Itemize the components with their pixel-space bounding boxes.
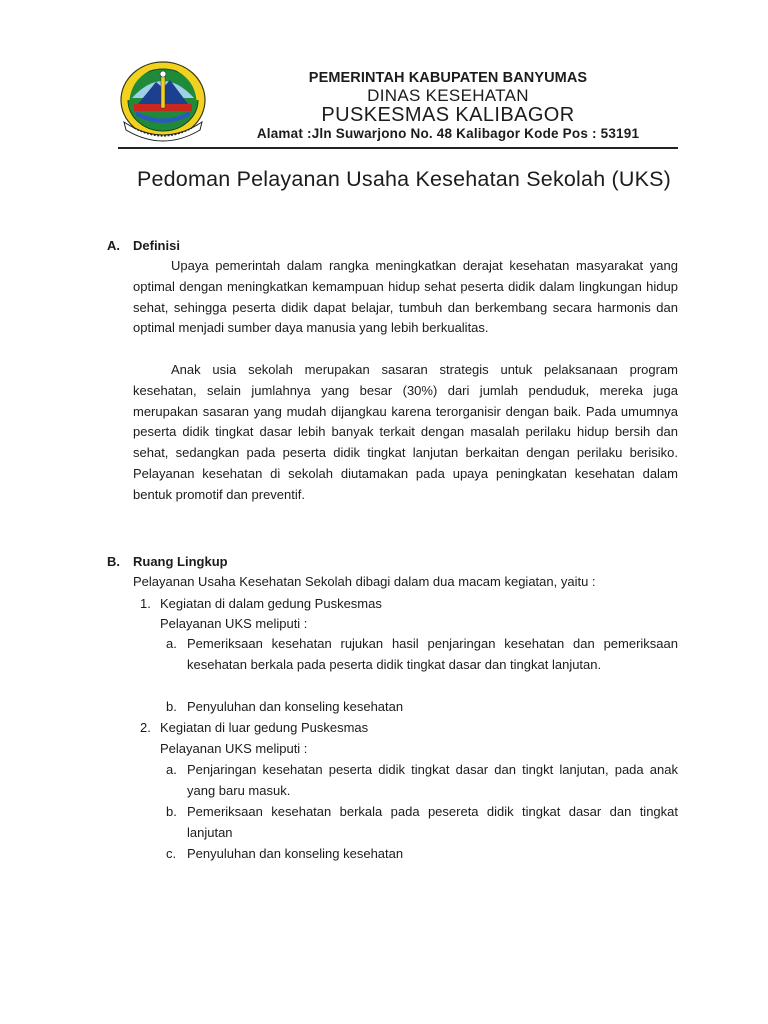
banyumas-emblem-logo (118, 60, 208, 144)
activity-2-subintro: Pelayanan UKS meliputi : (160, 741, 308, 756)
letterhead-government: PEMERINTAH KABUPATEN BANYUMAS (308, 70, 588, 86)
activity-2-item-a-letter: a. (166, 762, 177, 777)
document-title: Pedoman Pelayanan Usaha Kesehatan Sekolah (UKS) (136, 167, 672, 191)
activity-2-item-c-text: Penyuluhan dan konseling kesehatan (187, 846, 404, 861)
activity-2-item-c-letter: c. (166, 846, 177, 861)
activity-1-item-a-letter: a. (166, 636, 177, 651)
activity-1-item-b-letter: b. (166, 699, 177, 714)
section-b-heading: Ruang Lingkup (133, 554, 228, 569)
activity-2-item-a-text: Penjaringan kesehatan peserta didik tingkat dasar dan tingkt lanjutan, pada anak yang baru masuk. (187, 762, 678, 798)
section-b-letter: B. (107, 554, 120, 569)
section-a-paragraph-1: Upaya pemerintah dalam rangka meningkatkan derajat kesehatan masyarakat yang optimal dengan meningkatkan kemampuan hidup sehat peserta didik dalam lingkungan hidup sehat, sehingga peserta didik dapat belajar, tumbuh dan berkembang secara harmonis dan optimal menjadi sumber daya manusia yang lebih berkualitas. (133, 258, 678, 336)
activity-1-title: Kegiatan di dalam gedung Puskesmas (160, 596, 382, 611)
activity-1-item-a-text: Pemeriksaan kesehatan rujukan hasil penjaringan kesehatan dan pemeriksaan kesehatan berkala pada peserta didik tingkat dasar dan tingkat lanjutan. (187, 636, 678, 672)
activity-2-item-b-letter: b. (166, 804, 177, 819)
activity-2-title: Kegiatan di luar gedung Puskesmas (160, 720, 369, 735)
activity-1-item-b-text: Penyuluhan dan konseling kesehatan (187, 699, 404, 714)
activity-2-number: 2. (140, 720, 151, 735)
letterhead-address: Alamat :Jln Suwarjono No. 48 Kalibagor Kode Pos : 53191 (256, 126, 640, 141)
letterhead-divider (118, 147, 678, 149)
activity-1-subintro: Pelayanan UKS meliputi : (160, 616, 308, 631)
activity-1-number: 1. (140, 596, 151, 611)
letterhead-institution: PUSKESMAS KALIBAGOR (321, 104, 575, 126)
letterhead-department: DINAS KESEHATAN (367, 86, 529, 105)
section-a-paragraph-2: Anak usia sekolah merupakan sasaran strategis untuk pelaksanaan program kesehatan, selain jumlahnya yang besar (30%) dari jumlah penduduk, mereka juga merupakan sasaran yang mudah dijangkau karena terorganisir dengan baik. Pada umumnya peserta didik tingkat dasar lebih banyak terkait dengan masalah perilaku hidup bersih dan sehat, sedangkan pada peserta didik tingkat lanjutan berkaitan dengan perilaku berisiko. Pelayanan kesehatan di sekolah diutamakan pada upaya peningkatan kesehatan dalam bentuk promotif dan preventif. (133, 362, 678, 502)
section-b-intro: Pelayanan Usaha Kesehatan Sekolah dibagi dalam dua macam kegiatan, yaitu : (133, 574, 596, 589)
section-a-letter: A. (107, 238, 120, 253)
section-a-heading: Definisi (133, 238, 180, 253)
activity-2-item-b-text: Pemeriksaan kesehatan berkala pada pesereta didik tingkat dasar dan tingkat lanjutan (187, 804, 678, 840)
